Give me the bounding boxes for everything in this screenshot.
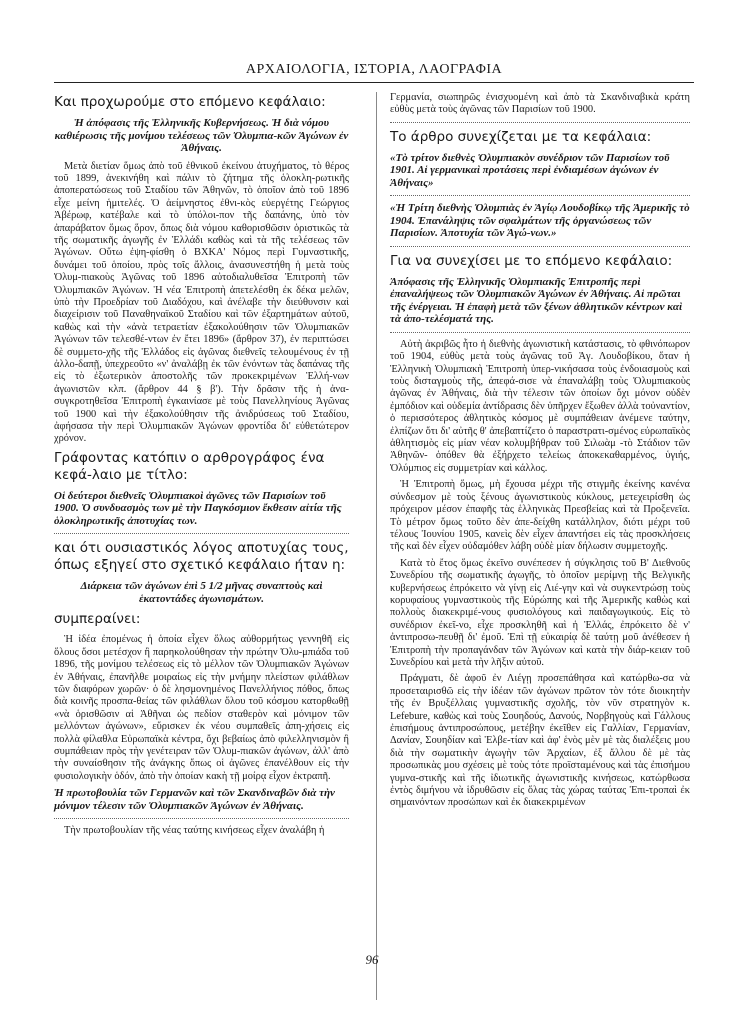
dotted-separator bbox=[54, 818, 349, 819]
quoted-chapter-title: Ἡ ἀπόφασις τῆς Ἑλληνικῆς Κυβερνήσεως. Ἡ διὰ νόμου καθιέρωσις τῆς μονίμου τελέσεως τῶν Ὀλυμπια-κῶν Ἀγώνων ἐν Ἀθήναις. bbox=[54, 117, 349, 154]
body-paragraph: Αὐτὴ ἀκριβῶς ἦτο ἡ διεθνὴς ἀγωνιστικὴ κατάστασις, τὸ φθινόπωρον τοῦ 1904, εὐθὺς μετὰ τοὺς ἀγῶνας τοῦ Ἁγ. Λουδοβίκου, ὅταν ἡ Ἑλληνικὴ Ὀλυμπιακὴ Ἐπιτροπὴ ὑπερ-νικήσασα τοὺς ἐνδοιασμοὺς καὶ τοὺς δισταγμοὺς τῆς, ἀπεφά-σισε νὰ ἐπαναλάβῃ τοὺς Ὀλυμπιακοὺς ἀγῶνας ἐν Ἀθήναις, διὰ τὴν τέλεσιν τῶν ὁποίων ὄχι μόνον οὐδὲν ἐμπόδιον καὶ οὐδεμία ἀντίδρασις δὲν ὑπῆρχεν ἔξωθεν ἀλλὰ τοὐναντίον, ὁ περισσότερος ἀθλητικὸς κόσμος μὲ συμπάθειαν ἀνέμενε ταύτην, ἐλπίζων ὅτι δι' αὐτῆς θ' ἀπεβαπτίζετο ὁ παραστρατι-σμένος εὐρωπαϊκὸς ἀθλητισμὸς εἰς μίαν νέαν κολυμβήθραν τοῦ Σιλωὰμ -τὸ Στάδιον τῶν Ἀθηνῶν- ὁπόθεν θὰ ἐξήρχετο τελείως ἀποκεκαθαρμένος, ὑγιής, Ὀλύμπιος εἰς συμμετρίαν καὶ κάλλος. bbox=[390, 338, 690, 474]
right-column bbox=[390, 92, 690, 814]
body-paragraph: Κατὰ τὸ ἔτος ὅμως ἐκεῖνο συνέπεσεν ἡ σύγκλησις τοῦ Β' Διεθνοῦς Συνεδρίου τῆς σωματικῆς ἀγωγῆς, τὸ ὁποῖον μερίμνῃ τῆς Βελγικῆς κυβερνήσεως ἐπρόκειτο νὰ γίνῃ εἰς Λιέ-γην καὶ νὰ συγκεντρώσῃ τοὺς κορυφαίους γυμναστικοὺς τῆς Εὐρώπης καὶ τῆς Ἀμερικῆς καθὼς καὶ πολλοὺς διακεκριμέ-νους φυσιολόγους καὶ παιδαγωγικούς. Εἰς τὸ συνέδριον ἐκεῖ-νο, εἶχε προσκληθῆ καὶ ἡ Ἑλλάς, ἐπρόκειτο δὲ ν' ἀντιπροσω-πευθῇ δι' ἐμοῦ. Ἐπὶ τῇ εὐκαιρίᾳ δὲ ταύτῃ μοῦ ἀνέθεσεν ἡ Ἐπιτροπὴ τὴν προπαγάνδαν τῶν Ἀγώνων καὶ κατὰ τὴν διάρ-κειαν τοῦ Συνεδρίου καὶ μετὰ τὴν λῆξιν αὐτοῦ. bbox=[390, 557, 690, 668]
dotted-separator bbox=[390, 332, 690, 333]
dotted-separator bbox=[390, 246, 690, 247]
running-header: ΑΡΧΑΙΟΛΟΓΙΑ, ΙΣΤΟΡΙΑ, ΛΑΟΓΡΑΦΙΑ bbox=[245, 62, 503, 77]
section-heading: και ότι ουσιαστικός λόγος αποτυχίας τους, όπως εξηγεί στο σχετικό κεφάλαιο ήταν η: bbox=[54, 540, 349, 574]
header-rule bbox=[54, 82, 694, 83]
body-paragraph: Γερμανία, σιωπηρῶς ἐνισχυομένη καὶ ἀπὸ τὰ Σκανδιναβικὰ κράτη εὐθὺς μετὰ τοὺς ἀγῶνας τῶν Παρισίων τοῦ 1900. bbox=[390, 92, 690, 116]
section-heading: Και προχωρούμε στο επόμενο κεφάλαιο: bbox=[54, 94, 326, 110]
section-heading: Το άρθρο συνεχίζεται με τα κεφάλαια: bbox=[390, 128, 652, 145]
dotted-separator bbox=[54, 533, 349, 534]
quoted-chapter-title: «Ἡ Τρίτη διεθνὴς Ὀλυμπιὰς ἐν Ἁγίῳ Λουδοβίκῳ τῆς Ἀμερικῆς τὸ 1904. Ἐπανάληψις τῶν σφαλμάτων τῆς ὀργανώσεως τῶν Παρισίων. Ἀποτυχία τῶν Ἀγώ-νων.» bbox=[390, 202, 690, 240]
column-divider bbox=[376, 92, 377, 1000]
body-paragraph: Ἡ Ἐπιτροπὴ ὅμως, μὴ ἔχουσα μέχρι τῆς στιγμῆς ἐκείνης κανένα σύνδεσμον μὲ τοὺς ξένους ἀγωνιστικοὺς κύκλους, μετεχειρίσθη ὡς πρόχειρον μέσον ἐπαφῆς τὰς ἑλληνικὰς Πρεσβείας καὶ τὰ Προξενεῖα. Τὸ μέτρον ὅμως τοῦτο δὲν ἀπε-δείχθη κατάλληλον, διότι μέχρι τοῦ τέλους Ἰουνίου 1905, κανεὶς δὲν εἶχεν ἀπαντήσει εἰς τὰς προσκλήσεις τῆς καὶ δὲν εἶχεν οὐδαμόθεν λάβη οὐδὲ μίαν δήλωσιν συμμετοχῆς. bbox=[390, 479, 690, 553]
quoted-chapter-title: Οἱ δεύτεροι διεθνεῖς Ὀλυμπιακοὶ ἀγῶνες τῶν Παρισίων τοῦ 1900. Ὁ συνδυασμὸς των μὲ τὴν Παγκόσμιον ἔκθεσιν αἰτία τῆς ὁλοκληρωτικῆς ἀποτυχίας των. bbox=[54, 489, 342, 527]
quoted-chapter-title: Ἀπόφασις τῆς Ἑλληνικῆς Ὀλυμπιακῆς Ἐπιτροπῆς περὶ ἐπαναλήψεως τῶν Ὀλυμπιακῶν Ἀγώνων ἐν Ἀθήναις. Αἱ πρῶται τῆς ἐνέργειαι. Ἡ ἐπαφὴ μετὰ τῶν ξένων ἀθλητικῶν κέντρων καὶ τὰ ἀπο-τελέσματά της. bbox=[390, 275, 683, 326]
quoted-chapter-title: «Τὸ τρίτον διεθνὲς Ὀλυμπιακὸν συνέδριον τῶν Παρισίων τοῦ 1901. Αἱ γερμανικαὶ προτάσεις περὶ ἐνδιαμέσων ἀγώνων ἐν Ἀθήναις» bbox=[390, 151, 670, 189]
body-paragraph: Ἡ ἰδέα ἐπομένως ἡ ὁποία εἶχεν ὅλως αὐθορμήτως γεννηθῆ εἰς ὅλους ὅσοι μετέσχον ἢ παρηκολούθησαν τὴν πρώτην Ὀλυ-μπιάδα τοῦ 1896, τῆς μονίμου τελέσεως εἰς τὸ μέλλον τῶν Ὀλυμπιακῶν Ἀγώνων ἐν Ἀθήναις, ἐπανῆλθε μοιραίως εἰς τὴν μνήμην πλείστων φιλάθλων τῶν διαφόρων χωρῶν· ὁ δὲ λησμονημένος Πανελλήνιος πόθος, ὅπως διὰ κοινῆς προσπα-θείας τῶν φιλάθλων ὅλου τοῦ κόσμου κατορθωθῇ «νὰ ὁρισθῶσιν αἱ Ἀθῆναι ὡς πεδίον σταθερὸν καὶ μόνιμον τῶν μελλόντων ἀγώνων», εὕρισκεν ἐκ νέου συμπαθεῖς ἀπη-χήσεις εἰς πολλὰ φίλαθλα Εὐρωπαϊκὰ κέντρα, ὄχι βεβαίως ἀπὸ φιλελληνισμὸν ἢ συμπάθειαν πρὸς τὴν γενέτειραν τῶν Ὀλυμ-πιακῶν ἀγώνων, ἀλλ' ἀπὸ τὴν συναίσθησιν τῆς ἀνάγκης ὅπως οἱ ἀγῶνες ἐπανέλθουν εἰς τὴν φυσιολογικὴν ὁδόν, ἀπὸ τὴν ὁποίαν κακὴ τῇ μοίρᾳ εἶχον ἐκτραπῆ. bbox=[54, 634, 349, 782]
body-paragraph: Τὴν πρωτοβουλίαν τῆς νέας ταύτης κινήσεως εἶχεν ἀναλάβη ἡ bbox=[64, 825, 325, 837]
body-paragraph: Πράγματι, δὲ ἀφοῦ ἐν Λιέγῃ προσεπάθησα καὶ κατώρθω-σα νὰ προσεταιρισθῶ εἰς τὴν ἰδέαν τῶν ἀγώνων πρῶτον τὸν τότε διοικητὴν τῆς ἐν Βρυξέλλαις γυμναστικῆς σχολῆς, τὸν νῦν στρατηγὸν κ. Lefebure, καθὼς καὶ τοὺς Σουηδούς, Δανούς, Νορβηγοὺς καὶ Γάλλους ἐπισήμους ἀντιπροσώπους, μετέβην ἐκεῖθεν εἰς Γαλλίαν, Γερμανίαν, Δανίαν, Σουηδίαν καὶ Ἑλβε-τίαν καὶ ἀφ' ἑνὸς μὲν μὲ τὰς διαλέξεις μου διὰ τὴν σωματικὴν ἀγωγὴν τῶν Ἀρχαίων, ἐξ ἄλλου δὲ μὲ τὰς προσωπικὰς μου σχέσεις μὲ τοὺς τότε προϊσταμένους καὶ τὰς ἐπισήμου γυμνα-στικῆς καὶ τῆς ἰδιωτικῆς ἀγωνιστικῆς κινήσεως, κατώρθωσα ἐντὸς διμήνου νὰ ἱδρυθῶσιν εἰς ὅλας τὰς χώρας ταύτας Ἐπι-τροπαὶ ἐκ σημαινόντων προσώπων καὶ ἐκ διακεκριμένων bbox=[390, 673, 690, 809]
dotted-separator bbox=[390, 122, 690, 123]
dotted-separator bbox=[390, 195, 690, 196]
page-number: 96 bbox=[365, 952, 379, 967]
body-paragraph: Μετὰ διετίαν ὅμως ἀπὸ τοῦ ἐθνικοῦ ἐκείνου ἀτυχήματος, τὸ θέρος τοῦ 1899, ἀνεκινήθη καὶ πάλιν τὸ ζήτημα τῆς ὁλοκλη-ρωτικῆς ἀποπερατώσεως τοῦ Σταδίου τῶν Ἀθηνῶν, τὸ ὁποῖον ἀπὸ τοῦ 1896 εἶχε μείνη ἡμιτελές. Ὁ ἀείμνηστος ἐθνι-κὸς εὐεργέτης Γεώργιος Ἀβέρωφ, κατέβαλε καὶ τὸ ὑπόλοι-πον τῆς δαπάνης, ὑπὸ τὸν ἀπαράβατον ὅμως ὅρον, ὅπως διὰ νόμου καθορισθῶσιν ὁριστικῶς τὰ τῆς σωματικῆς ἀγωγῆς ἐν Ἑλλάδι καθὼς καὶ τὰ τῆς τελέσεως τῶν Ἀγώνων. Οὕτω ἐψη-φίσθη ὁ ΒΧΚΑ' Νόμος περὶ Γυμναστικῆς, δυνάμει τοῦ ὁποίου, πρὸς τοῖς ἄλλοις, ἀνασυνεστήθη ἡ μετὰ τοὺς Ὀλυμ-πιακοὺς Ἀγῶνας τοῦ 1896 αὐτοδιαλυθεῖσα Ἐπιτροπὴ τῶν Ὀλυμπιακῶν Ἀγώνων. Ἡ νέα Ἐπιτροπὴ ἀπετελέσθη ἐκ δέκα μελῶν, ὑπὸ τὴν Προεδρίαν τοῦ Διαδόχου, καὶ ἀνέλαβε τὴν διεύθυνσιν καὶ διαχείρισιν τοῦ Παναθηναϊκοῦ Σταδίου καὶ τῶν ἐξαρτημάτων αὐτοῦ, καθὼς καὶ τὴν «ἀνὰ τετραετίαν ἐξακολούθησιν τῶν Ὀλυμπιακῶν Ἀγώνων τῶν τελεσθέ-ντων ἐν ἔτει 1896» (ἄρθρον 37), ἐν περιπτώσει δὲ συμμετο-χῆς τῆς Ἑλλάδος εἰς ἀγῶνας διεθνεῖς τελουμένους ἐν τῇ ἀλλο-δαπῇ, ὑπεχρεοῦτο «ν' ἀναλάβῃ ἐκ τῶν ἐνόντων τὰς δαπάνας τῆς εἰς τὸ ἐξωτερικὸν ἀποστολῆς τῶν προκεκριμένων Ἑλλή-νων ἀγωνιστῶν κλπ. (ἄρθρον 44 § β'). Τὴν δρᾶσιν τῆς ἡ ἀνα-συγκροτηθεῖσα Ἐπιτροπὴ ἐγκαινίασε μὲ τοὺς Πανελληνίους Ἀγῶνας τοῦ 1900 καὶ τὴν ἐξακολούθησιν τῆς ἀνιδρύσεως τοῦ Σταδίου, ἀφήσασα τὴν περὶ Ὀλυμπιακῶν Ἀγώνων φροντίδα δι' εὐθετώτερον χρόνον. bbox=[54, 160, 349, 445]
quoted-chapter-title: Διάρκεια τῶν ἀγώνων ἐπὶ 5 1/2 μῆνας συναπτοὺς καὶ ἑκατοντάδες ἀγωνισμάτων. bbox=[80, 580, 323, 605]
section-heading: συμπεραίνει: bbox=[54, 611, 141, 628]
section-heading: Για να συνεχίσει με το επόμενο κεφάλαιο: bbox=[390, 252, 673, 269]
quoted-chapter-title: Ἡ πρωτοβουλία τῶν Γερμανῶν καὶ τῶν Σκανδιναβῶν διὰ τὴν μόνιμον τέλεσιν τῶν Ὀλυμπιακῶν Ἀγώνων ἐν Ἀθήναις. bbox=[54, 787, 335, 812]
left-column bbox=[54, 92, 349, 842]
section-heading: Γράφοντας κατόπιν ο αρθρογράφος ένα κεφά-λαιο με τίτλο: bbox=[54, 449, 325, 483]
